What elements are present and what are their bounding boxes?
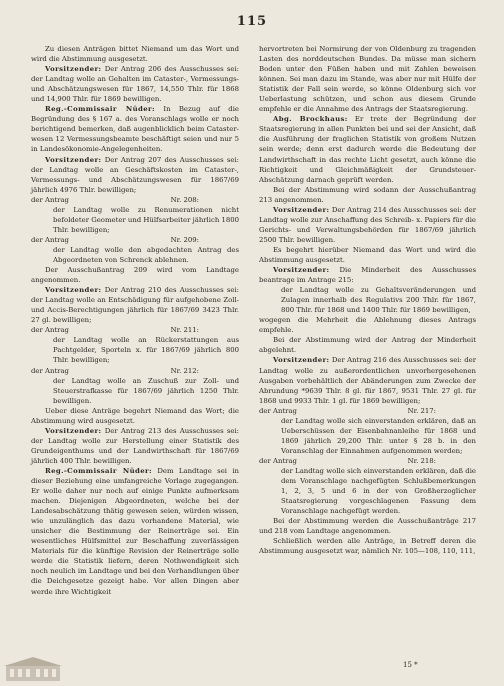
antrag-number: Nr. 211: xyxy=(170,326,199,335)
paragraph: Vorsitzender: Die Minderheit des Ausschusses beantrage im Antrage 215: xyxy=(259,266,476,285)
antrag-label: der Antrag xyxy=(31,195,69,204)
paragraph: Der Ausschußantrag 209 wird vom Landtage angenommen. xyxy=(31,266,239,285)
paragraph: Schließlich werden alle Anträge, in Betreff deren die Abstimmung ausgesetzt war, nämlich Nr. 105—108, 110, 111, xyxy=(259,537,476,556)
paragraph: Reg.-Commissair Nüder: Dem Landtage sei in dieser Beziehung eine umfangreiche Vorlage zugegangen. Er wolle daher nur noch auf einige Punkte aufmerksam machen. Diejenigen Abgeordneten, welche bei der Landesabschätzung thätig gewesen seien, würden wissen, wie unzulänglich das dazu vorhandene Material, wie unsicher die Bestimmung der Reinerträge sei. Ein wesentliches Hülfsmittel zur Beschaffung zuverlässigen Materials für die künftige Revision der Reinerträge solle werde die Statistik liefern, deren Nothwendigkeit sich noch neulich im Landtage und bei den Verhandlungen über die Deichgesetze gezeigt habe. Vor allen Dingen aber werde ihre Wichtigkeit xyxy=(31,466,239,596)
paragraph: Abg. Brockhaus: Er trete der Begründung der Staatsregierung in allen Punkten bei und sei der Ansicht, daß die Ausführung der fraglichen Statistik von großem Nutzen sein werde; denn erst dadurch werde die Bedeutung der Landwirthschaft in das rechte Licht gesetzt, auch könne die Richtigkeit und Gleichmäßigkeit der Grundsteuer-Abschätzung darnach geprüft werden. xyxy=(259,115,476,184)
antrag-label: der Antrag xyxy=(259,456,297,465)
library-building-stamp-icon xyxy=(4,655,62,683)
speaker-name: Vorsitzender: xyxy=(45,65,102,74)
paragraph: Vorsitzender: Der Antrag 213 des Ausschusses sei: der Landtag wolle zur Herstellung einer Statistik des Grundeigenthums und der Landwirthschaft für 1867/69 jährlich 400 Thlr. bewilligen. xyxy=(31,426,239,465)
paragraph: Vorsitzender: Der Antrag 207 des Ausschusses sei: der Landtag wolle an Geschäftskosten im Cataster-, Vermessungs- und Abschätzungswesen für 1867/69 jährlich 4976 Thlr. bewilligen; xyxy=(31,155,239,194)
paragraph: hervortreten bei Normirung der von Oldenburg zu tragenden Lasten des norddeutschen Bundes. Da müsse man sichern Boden unter den Füßen haben und mit Zahlen beweisen können. Sei man dazu im Stande, was aber nur mit Hülfe der Statistik der Fall sein werde, so könne Oldenburg sich vor Ueberlastung schützen, und schon aus diesem Grunde empfehle er die Annahme des Antrags der Staatsregierung. xyxy=(259,45,476,114)
page-number: 115 xyxy=(236,14,268,29)
antrag-line xyxy=(259,406,476,416)
antrag-line xyxy=(31,235,239,245)
left-column xyxy=(31,44,239,597)
paragraph: Es begehrt hierüber Niemand das Wort und wird die Abstimmung ausgesetzt. xyxy=(259,245,476,264)
paragraph: der Landtag wolle zu Renumerationen nicht befoldeter Geometer und Hülfsarbeiter jährlich 1800 Thlr. bewilligen; xyxy=(53,205,239,234)
speaker-name: Reg.-Commissair Nüder: xyxy=(45,105,155,114)
printer-signature: 15 * xyxy=(403,661,418,669)
antrag-label: der Antrag xyxy=(31,326,69,335)
antrag-number: Nr. 208: xyxy=(170,195,199,204)
antrag-label: der Antrag xyxy=(31,235,69,244)
paragraph: Bei der Abstimmung werden die Ausschußanträge 217 und 218 vom Landtage angenommen. xyxy=(259,517,476,536)
paragraph: Vorsitzender: Der Antrag 210 des Ausschusses sei: der Landtag wolle an Entschädigung für aufgehobene Zoll- und Accis-Berechtigungen jährlich für 1867/69 3423 Thlr. 27 gl. bewilligen; xyxy=(31,286,239,325)
paragraph: Bei der Abstimmung wird der Antrag der Minderheit abgelehnt. xyxy=(259,336,476,355)
speaker-name: Vorsitzender: xyxy=(45,426,102,435)
antrag-label: der Antrag xyxy=(31,366,69,375)
speaker-name: Vorsitzender: xyxy=(273,205,330,214)
antrag-label: der Antrag xyxy=(259,406,297,415)
speaker-name: Abg. Brockhaus: xyxy=(273,115,348,124)
paragraph: der Landtag wolle den abgedachten Antrag des Abgeordneten von Schrenck ablehnen. xyxy=(53,245,239,264)
antrag-number: Nr. 218: xyxy=(407,456,436,465)
paragraph: der Landtag wolle zu Gehaltsveränderungen und Zulagen innerhalb des Regulativs 200 Thlr. für 1867, 800 Thlr. für 1868 und 1400 Thlr. für 1869 bewilligen, xyxy=(281,286,476,315)
speaker-name: Vorsitzender: xyxy=(45,155,102,164)
speaker-name: Vorsitzender: xyxy=(45,286,102,295)
paragraph: Vorsitzender: Der Antrag 214 des Ausschusses sei: der Landtag wolle zur Anschaffung des Schreib- x. Papiers für die Gerichts- und Verwaltungsbehörden für 1867/69 jährlich 2500 Thlr. bewilligen. xyxy=(259,205,476,244)
paragraph: Vorsitzender: Der Antrag 206 des Ausschusses sei: der Landtag wolle an Gehalten im Cataster-, Vermessungs- und Abschätzungswesen für 1867, 14,550 Thlr. für 1868 und 14,900 Thlr. für 1869 bewilligen. xyxy=(31,65,239,104)
speaker-name: Vorsitzender: xyxy=(273,266,330,275)
paragraph: Zu diesen Anträgen bittet Niemand um das Wort und wird die Abstimmung ausgesetzt. xyxy=(31,45,239,64)
antrag-line xyxy=(31,325,239,335)
paragraph: der Landtag wolle an Zuschuß zur Zoll- und Steuerstrafkasse für 1867/69 jährlich 1250 Thlr. bewilligen. xyxy=(53,376,239,405)
paragraph: wogegen die Mehrheit die Ablehnung dieses Antrags empfehle. xyxy=(259,316,476,335)
antrag-line xyxy=(31,195,239,205)
paragraph: Ueber diese Anträge begehrt Niemand das Wort; die Abstimmung wird ausgesetzt. xyxy=(31,406,239,425)
antrag-number: Nr. 212: xyxy=(170,366,199,375)
paragraph: der Landtag wolle sich einverstanden erklären, daß an Ueberschüssen der Eisenbahnanleihe für 1868 und 1869 jährlich 29,200 Thlr. unter § 28 b. in den Voranschlag der Einnahmen aufgenommen werden; xyxy=(281,416,476,455)
paragraph: Bei der Abstimmung wird sodann der Ausschußantrag 213 angenommen. xyxy=(259,185,476,204)
paragraph: der Landtag wolle an Rückerstattungen aus Pachtgelder, Sporteln x. für 1867/69 jährlich 800 Thlr. bewilligen; xyxy=(53,336,239,365)
speaker-name: Vorsitzender: xyxy=(273,356,330,365)
paragraph: Vorsitzender: Der Antrag 216 des Ausschusses sei: der Landtag wolle zu außerordentlichen unvorhergesehenen Ausgaben vorbehältlich der Abänderungen zum Zwecke der Abrundung *9639 Thlr. 8 gl. für 1867, 9531 Thlr. 27 gl. für 1868 und 9933 Thlr. 1 gl. für 1869 bewilligen; xyxy=(259,356,476,405)
antrag-number: Nr. 209: xyxy=(170,235,199,244)
paragraph: Reg.-Commissair Nüder: In Bezug auf die Begründung des § 167 a. des Voranschlags wolle er noch berichtigend bemerken, daß augenblicklich beim Cataster-wesen 12 Vermessungsbeamte beschäftigt seien und nur 5 in Landesökonomie-Angelegenheiten. xyxy=(31,105,239,154)
antrag-line xyxy=(259,456,476,466)
speaker-name: Reg.-Commissair Nüder: xyxy=(45,466,153,475)
antrag-line xyxy=(31,366,239,376)
paragraph: der Landtag wolle sich einverstanden erklären, daß die dem Voranschlage nachgefügten Schlußbemerkungen 1, 2, 3, 5 und 6 in der von Großherzoglicher Staatsregierung vorgeschlagenen Fassung dem Voranschlage nachgefügt werden. xyxy=(281,466,476,516)
antrag-number: Nr. 217: xyxy=(407,406,436,415)
right-column xyxy=(259,44,476,556)
